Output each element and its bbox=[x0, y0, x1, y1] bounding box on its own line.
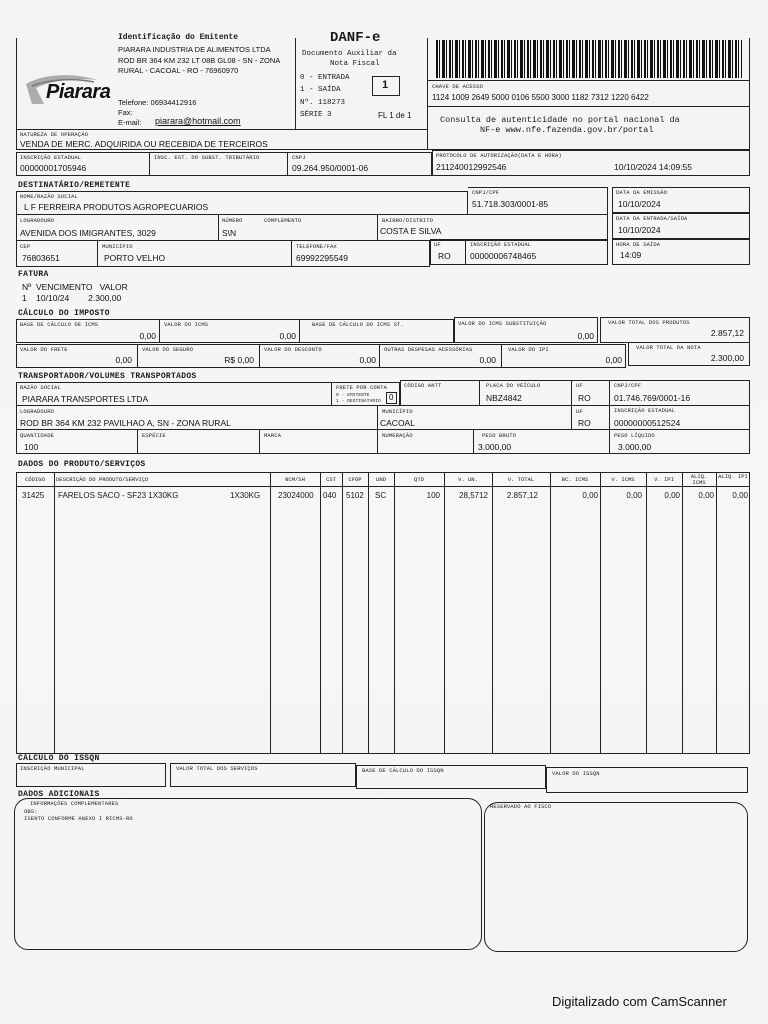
transp-frete-opt1: 0 - EMITENTE bbox=[336, 393, 370, 398]
frete-value: 0,00 bbox=[115, 355, 132, 365]
dest-emissao-label: DATA DA EMISSÃO bbox=[616, 189, 668, 196]
transp-qtd-label: QUANTIDADE bbox=[20, 432, 55, 439]
chave-value: 1124 1009 2649 5000 0106 5500 3000 1182 7312 1220 6422 bbox=[432, 93, 649, 102]
v-prod-value: 2.857,12 bbox=[710, 328, 744, 338]
row-embalagem: 1X30KG bbox=[230, 491, 261, 500]
v-icms-value: 0,00 bbox=[279, 331, 296, 341]
danfe-folha: FL 1 de 1 bbox=[378, 111, 412, 120]
row-ncm: 23024000 bbox=[278, 491, 314, 500]
issqn-bc-label: BASE DE CÁLCULO DO ISSQN bbox=[362, 767, 444, 774]
col-div-6 bbox=[394, 472, 395, 754]
logo-text: Piarara bbox=[46, 81, 111, 103]
v-st-label: VALOR DO ICMS SUBSTITUIÇÃO bbox=[458, 320, 547, 327]
transp-municipio-label: MUNICÍPIO bbox=[382, 408, 413, 415]
dest-ie: 00000006748465 bbox=[470, 251, 537, 261]
row-vtotal: 2.857,12 bbox=[506, 491, 538, 500]
bc-st-label: BASE DE CÁLCULO DO ICMS ST. bbox=[312, 321, 404, 328]
dest-hora: 14:09 bbox=[620, 250, 642, 260]
bc-icms-value: 0,00 bbox=[139, 331, 156, 341]
dest-hora-label: HORA DE SAÍDA bbox=[616, 241, 661, 248]
th-ncm: NCM/SH bbox=[285, 476, 305, 483]
row-cfop: 5102 bbox=[346, 491, 364, 500]
dest-bairro-label: BAIRRO/DISTRITO bbox=[382, 217, 434, 224]
danfe-entrada: 0 - ENTRADA bbox=[300, 74, 350, 82]
col-div-10 bbox=[600, 472, 601, 754]
issqn-v-label: VALOR DO ISSQN bbox=[552, 770, 600, 777]
v-icms-label: VALOR DO ICMS bbox=[164, 321, 209, 328]
emitter-label: Identificação do Emitente bbox=[118, 33, 239, 42]
transp-placa: NBZ4842 bbox=[486, 393, 522, 403]
dest-municipio-label: MUNICÍPIO bbox=[102, 243, 133, 250]
ipi-value: 0,00 bbox=[605, 355, 622, 365]
imposto-section-title: CÁLCULO DO IMPOSTO bbox=[18, 309, 110, 318]
transp-uf2-label: UF bbox=[576, 408, 583, 415]
th-bcicms: BC. ICMS bbox=[561, 476, 589, 483]
dest-emissao: 10/10/2024 bbox=[618, 199, 661, 209]
transp-municipio: CACOAL bbox=[380, 418, 415, 428]
emitter-address-1: ROD BR 364 KM 232 LT 08B GL08 - SN - ZONA bbox=[118, 56, 281, 65]
dest-numero: S\N bbox=[222, 228, 237, 238]
info-line-2: ISENTO CONFORME ANEXO I RICMS-RO bbox=[24, 815, 133, 822]
ie-label: INSCRIÇÃO ESTADUAL bbox=[20, 154, 82, 161]
th-vipi: V. IPI bbox=[654, 476, 674, 483]
th-vun: V. UN. bbox=[458, 476, 478, 483]
danfe-numero: Nº. 118273 bbox=[300, 99, 346, 107]
barcode-icon bbox=[436, 40, 742, 78]
transportador-section-title: TRANSPORTADOR/VOLUMES TRANSPORTADOS bbox=[18, 372, 197, 381]
transp-qtd: 100 bbox=[24, 442, 39, 452]
protocolo-value: 211240012992546 bbox=[436, 162, 507, 172]
col-div-13 bbox=[716, 472, 717, 754]
transp-numeracao-label: NUMERAÇÃO bbox=[382, 432, 413, 439]
consulta-line-2: NF-e www.nfe.fazenda.gov.br/portal bbox=[480, 125, 654, 135]
v-nota-label: VALOR TOTAL DA NOTA bbox=[636, 344, 701, 351]
transp-uf: RO bbox=[578, 393, 591, 403]
col-div-1 bbox=[54, 472, 55, 754]
col-div-3 bbox=[320, 472, 321, 754]
dest-uf-label: UF bbox=[434, 241, 441, 248]
chave-label: CHAVE DE ACESSO bbox=[432, 83, 484, 90]
th-vicms: V. ICMS bbox=[611, 476, 635, 483]
v-st-value: 0,00 bbox=[577, 331, 594, 341]
desconto-value: 0,00 bbox=[359, 355, 376, 365]
transp-logradouro-label: LOGRADOURO bbox=[20, 408, 55, 415]
protocolo-label: PROTOCOLO DE AUTORIZAÇÃO(DATA E HORA) bbox=[436, 152, 562, 159]
fatura-row: 1 10/10/24 2.300,00 bbox=[22, 293, 122, 303]
row-cst: 040 bbox=[323, 491, 337, 500]
bc-icms-label: BASE DE CÁLCULO DE ICMS bbox=[20, 321, 99, 328]
emitter-fax: Fax: bbox=[118, 108, 133, 117]
th-cfop: CFOP bbox=[348, 476, 362, 483]
dest-logradouro-label: LOGRADOURO bbox=[20, 217, 55, 224]
transp-razao: PIARARA TRANSPORTES LTDA bbox=[22, 394, 149, 404]
transp-antt-label: CÓDIGO ANTT bbox=[404, 382, 442, 389]
ipi-label: VALOR DO IPI bbox=[508, 346, 549, 353]
dest-num-divider bbox=[218, 215, 219, 241]
col-div-12 bbox=[682, 472, 683, 754]
dest-ie-label: INSCRIÇÃO ESTADUAL bbox=[470, 241, 532, 248]
protocolo-data: 10/10/2024 14:09:55 bbox=[614, 162, 692, 172]
transp-especie-label: ESPÉCIE bbox=[142, 432, 166, 439]
transp-frete-value: 0 bbox=[389, 393, 394, 402]
transp-cnpj: 01.746.769/0001-16 bbox=[614, 393, 691, 403]
transp-peso-bruto-label: PESO BRUTO bbox=[482, 432, 517, 439]
emitter-company: PIARARA INDUSTRIA DE ALIMENTOS LTDA bbox=[118, 45, 271, 54]
transp-peso-bruto: 3.000,00 bbox=[478, 442, 512, 452]
dest-complemento-label: COMPLEMENTO bbox=[264, 217, 302, 224]
dest-cnpj: 51.718.303/0001-85 bbox=[472, 199, 549, 209]
th-descricao: DESCRIÇÃO DO PRODUTO/SERVIÇO bbox=[56, 476, 149, 483]
th-vtotal: V. TOTAL bbox=[507, 476, 535, 483]
transp-frete-label: FRETE POR CONTA bbox=[336, 384, 388, 391]
dest-cep: 76803651 bbox=[22, 253, 60, 263]
fatura-headers: Nº VENCIMENTO VALOR bbox=[22, 282, 128, 292]
transp-uf-label: UF bbox=[576, 382, 583, 389]
danfe-subtitle-1: Documento Auxiliar da bbox=[302, 50, 397, 58]
ie-value: 00000001705946 bbox=[20, 163, 87, 173]
outras-label: OUTRAS DESPESAS ACESSÓRIAS bbox=[384, 346, 473, 353]
transp-cnpj-label: CNPJ/CPF bbox=[614, 382, 642, 389]
transp-marca-label: MARCA bbox=[264, 432, 282, 439]
reservado-fisco-label: RESERVADO AO FISCO bbox=[490, 803, 552, 810]
produtos-section-title: DADOS DO PRODUTO/SERVIÇOS bbox=[18, 460, 146, 469]
emitter-phone: Telefone: 06934412916 bbox=[118, 98, 197, 107]
camscanner-watermark: Digitalizado com CamScanner bbox=[552, 994, 727, 1009]
th-und: UND bbox=[376, 476, 386, 483]
danfe-tipo: 1 bbox=[382, 79, 389, 91]
dest-entrada: 10/10/2024 bbox=[618, 225, 661, 235]
desconto-label: VALOR DO DESCONTO bbox=[264, 346, 322, 353]
info-complementares-label: INFORMAÇÕES COMPLEMENTARES bbox=[30, 800, 119, 807]
transp-peso-liq: 3.000,00 bbox=[618, 442, 652, 452]
dest-nome: L F FERREIRA PRODUTOS AGROPECUARIOS bbox=[24, 202, 209, 212]
issqn-vserv-label: VALOR TOTAL DOS SERVIÇOS bbox=[176, 765, 258, 772]
v-nota-value: 2.300,00 bbox=[710, 353, 744, 363]
emitter-email-label: E-mail: bbox=[118, 118, 142, 127]
row-descricao: FARELOS SACO - SF23 1X30KG bbox=[58, 491, 179, 500]
natureza-value: VENDA DE MERC. ADQUIRIDA OU RECEBIDA DE TERCEIROS bbox=[20, 139, 268, 149]
fatura-section-title: FATURA bbox=[18, 270, 49, 279]
transp-placa-label: PLACA DO VEÍCULO bbox=[486, 382, 541, 389]
dest-entrada-label: DATA DA ENTRADA/SAÍDA bbox=[616, 215, 688, 222]
th-codigo: CÓDIGO bbox=[25, 476, 45, 483]
danfe-subtitle-2: Nota Fiscal bbox=[330, 60, 380, 68]
chave-divider-2 bbox=[428, 106, 750, 107]
row-und: SC bbox=[375, 491, 387, 500]
th-qtd: QTD bbox=[414, 476, 424, 483]
dest-numero-label: NÚMERO bbox=[222, 217, 243, 224]
dest-municipio: PORTO VELHO bbox=[104, 253, 166, 263]
th-aliqicms: ALIQ. ICMS bbox=[690, 473, 708, 486]
emitter-email: piarara@hotmail.com bbox=[155, 116, 241, 126]
row-qtd: 100 bbox=[426, 491, 440, 500]
cnpj-value: 09.264.950/0001-06 bbox=[292, 163, 369, 173]
produtos-header-divider bbox=[16, 486, 750, 487]
row-codigo: 31425 bbox=[22, 491, 45, 500]
ie-st-label: INSC. EST. DO SUBST. TRIBUTÁRIO bbox=[154, 154, 260, 161]
col-div-2 bbox=[270, 472, 271, 754]
issqn-im-label: INSCRIÇÃO MUNICIPAL bbox=[20, 765, 85, 772]
adicionais-section-title: DADOS ADICIONAIS bbox=[18, 790, 100, 799]
row-aliqicms: 0,00 bbox=[698, 491, 714, 500]
issqn-section-title: CÁLCULO DO ISSQN bbox=[18, 754, 100, 763]
th-aliqipi: ALIQ. IPI bbox=[718, 473, 748, 480]
reservado-fisco-box bbox=[484, 802, 748, 952]
danfe-serie: SÉRIE 3 bbox=[300, 111, 332, 119]
col-div-7 bbox=[444, 472, 445, 754]
info-line-1: OBS: bbox=[24, 808, 38, 815]
row-vipi: 0,00 bbox=[664, 491, 680, 500]
col-div-8 bbox=[492, 472, 493, 754]
dest-cnpj-label: CNPJ/CPF bbox=[472, 189, 500, 196]
row-aliqipi: 0,00 bbox=[732, 491, 748, 500]
consulta-line-1: Consulta de autenticidade no portal nacional da bbox=[440, 115, 680, 125]
th-cst: CST bbox=[326, 476, 336, 483]
dest-bairro: COSTA E SILVA bbox=[380, 226, 442, 236]
dest-fone-label: TELEFONE/FAX bbox=[296, 243, 337, 250]
transp-razao-label: RAZÃO SOCIAL bbox=[20, 384, 61, 391]
frete-label: VALOR DO FRETE bbox=[20, 346, 68, 353]
col-div-9 bbox=[550, 472, 551, 754]
col-div-11 bbox=[646, 472, 647, 754]
row-vun: 28,5712 bbox=[459, 491, 488, 500]
emitter-address-2: RURAL - CACOAL - RO - 76960970 bbox=[118, 66, 239, 75]
danfe-title: DANF-e bbox=[330, 30, 381, 46]
transp-logradouro: ROD BR 364 KM 232 PAVILHAO A, SN - ZONA RURAL bbox=[20, 418, 231, 428]
natureza-label: NATUREZA DE OPERAÇÃO bbox=[20, 131, 89, 138]
seguro-value: R$ 0,00 bbox=[224, 355, 254, 365]
chave-divider bbox=[428, 80, 750, 81]
transp-frete-opt2: 1 - DESTINATÁRIO bbox=[336, 399, 381, 404]
danfe-saida: 1 - SAÍDA bbox=[300, 86, 341, 94]
seguro-label: VALOR DO SEGURO bbox=[142, 346, 194, 353]
v-prod-label: VALOR TOTAL DOS PRODUTOS bbox=[608, 319, 690, 326]
transp-ie-label: INSCRIÇÃO ESTADUAL bbox=[614, 407, 676, 414]
outras-value: 0,00 bbox=[479, 355, 496, 365]
row-bcicms: 0,00 bbox=[582, 491, 598, 500]
transp-ie: 00000000512524 bbox=[614, 418, 681, 428]
transp-peso-liq-label: PESO LÍQUIDO bbox=[614, 432, 655, 439]
destinatario-section-title: DESTINATÁRIO/REMETENTE bbox=[18, 181, 131, 190]
dest-cep-label: CEP bbox=[20, 243, 31, 250]
dest-fone: 69992295549 bbox=[296, 253, 349, 263]
col-div-4 bbox=[342, 472, 343, 754]
transp-uf2: RO bbox=[578, 418, 591, 428]
dest-uf: RO bbox=[438, 251, 451, 261]
dest-logradouro: AVENIDA DOS IMIGRANTES, 3029 bbox=[20, 228, 156, 238]
cnpj-label: CNPJ bbox=[292, 154, 306, 161]
col-div-5 bbox=[368, 472, 369, 754]
dest-nome-label: NOME/RAZÃO SOCIAL bbox=[20, 193, 78, 200]
produtos-table bbox=[16, 472, 750, 754]
row-vicms: 0,00 bbox=[626, 491, 642, 500]
